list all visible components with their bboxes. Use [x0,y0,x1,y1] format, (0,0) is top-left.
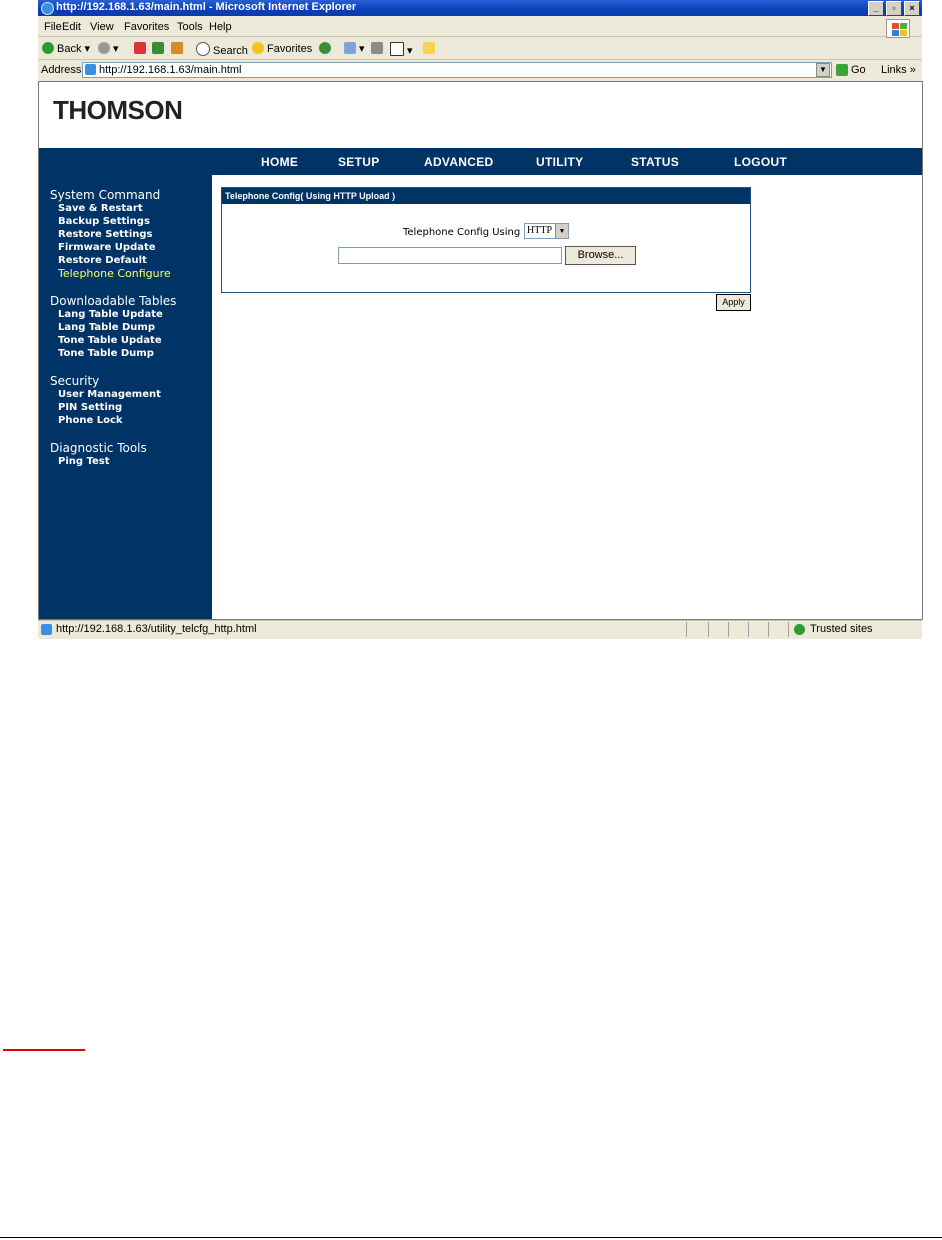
nav-advanced[interactable]: ADVANCED [424,155,494,169]
title-bar[interactable] [38,0,922,16]
minimize-button[interactable]: _ [868,1,884,16]
thomson-logo: THOMSON [53,95,183,125]
forward-arrow-icon [98,42,110,54]
address-bar [38,60,922,80]
links-label: Links [881,64,907,76]
sidebar-section-diagnostic-tools: Diagnostic Tools [50,441,147,455]
ie-logo-icon [41,2,54,15]
stop-button[interactable] [134,42,149,55]
forward-button[interactable]: ▾ [98,42,119,55]
sidebar-item-pin-setting[interactable]: PIN Setting [58,402,123,413]
messenger-button[interactable] [423,42,438,55]
toolbar [38,37,922,60]
sidebar-section-security: Security [50,374,100,388]
search-icon [196,42,210,56]
status-divider [748,622,749,637]
history-icon [319,42,331,54]
menu-view[interactable]: View [90,21,114,33]
menu-edit[interactable]: Edit [62,21,81,33]
sidebar-section-system-command: System Command [50,188,161,202]
panel-title: Telephone Config( Using HTTP Upload ) [222,188,750,204]
sidebar-item-save-restart[interactable]: Save & Restart [58,203,143,214]
apply-button[interactable]: Apply [716,294,751,311]
links-button[interactable]: Links » [881,64,916,76]
home-icon [171,42,183,54]
red-underline [3,1049,85,1051]
search-button[interactable] [196,42,248,57]
home-button[interactable] [171,42,186,55]
browse-button[interactable]: Browse... [565,246,636,265]
checkmark-icon [794,624,805,635]
print-button[interactable] [371,42,386,55]
go-arrow-icon [836,64,848,76]
sidebar-item-restore-settings[interactable]: Restore Settings [58,229,153,240]
print-icon [371,42,383,54]
back-label: Back [57,43,82,55]
nav-utility[interactable]: UTILITY [536,155,584,169]
edit-button[interactable]: ▾ [390,42,413,57]
page-bottom-rule [0,1237,942,1238]
history-button[interactable] [319,42,334,55]
menu-favorites[interactable]: Favorites [124,21,170,33]
chevron-down-icon: ▼ [555,224,568,238]
status-url: http://192.168.1.63/utility_telcfg_http.html [56,623,257,635]
search-label: Search [213,45,248,57]
menu-file[interactable]: File [44,21,62,33]
page-icon [85,64,96,75]
file-path-input[interactable] [338,247,562,264]
sidebar-item-restore-default[interactable]: Restore Default [58,255,147,266]
maximize-button[interactable]: ▫ [886,1,902,16]
sidebar-item-tone-table-dump[interactable]: Tone Table Dump [58,348,154,359]
mail-button[interactable]: ▾ [344,42,365,55]
sidebar-item-tone-table-update[interactable]: Tone Table Update [58,335,162,346]
star-icon [252,42,264,54]
sidebar-item-lang-table-update[interactable]: Lang Table Update [58,309,163,320]
address-input[interactable] [82,62,832,78]
folder-icon [423,42,435,54]
nav-status[interactable]: STATUS [631,155,680,169]
stop-icon [134,42,146,54]
config-protocol-value: HTTP [527,225,552,236]
status-divider [768,622,769,637]
back-arrow-icon [42,42,54,54]
address-url: http://192.168.1.63/main.html [99,64,242,76]
page-viewport [38,81,923,620]
sidebar-item-lang-table-dump[interactable]: Lang Table Dump [58,322,156,333]
top-nav [39,148,922,175]
favorites-label: Favorites [267,43,313,55]
mail-icon [344,42,356,54]
window-title: http://192.168.1.63/main.html - Microsoft Internet Explorer [56,1,357,13]
sidebar-item-ping-test[interactable]: Ping Test [58,456,110,467]
menu-help[interactable]: Help [209,21,232,33]
back-button[interactable]: Back ▾ [42,42,90,55]
status-divider [788,622,789,637]
status-bar [38,620,922,638]
windows-flag-icon [886,19,910,38]
sidebar-section-downloadable-tables: Downloadable Tables [50,294,177,308]
sidebar-item-backup-settings[interactable]: Backup Settings [58,216,150,227]
menu-bar [38,18,922,37]
go-label: Go [851,64,866,76]
security-zone: Trusted sites [810,623,873,635]
browser-window [38,0,922,639]
close-button[interactable]: × [904,1,920,16]
sidebar-item-telephone-configure[interactable]: Telephone Configure [58,267,171,280]
address-dropdown[interactable]: ▼ [816,63,830,77]
edit-icon [390,42,404,56]
nav-setup[interactable]: SETUP [338,155,380,169]
address-label: Address [41,64,82,76]
config-using-label: Telephone Config Using [403,227,521,238]
favorites-button[interactable] [252,42,312,55]
status-divider [686,622,687,637]
status-divider [728,622,729,637]
config-protocol-select[interactable] [524,223,569,239]
page-icon [41,624,52,635]
telephone-config-panel [221,187,751,293]
sidebar-item-phone-lock[interactable]: Phone Lock [58,415,123,426]
sidebar-item-firmware-update[interactable]: Firmware Update [58,242,156,253]
menu-tools[interactable]: Tools [177,21,203,33]
refresh-button[interactable] [152,42,167,55]
nav-logout[interactable]: LOGOUT [734,155,788,169]
sidebar-item-user-management[interactable]: User Management [58,389,161,400]
refresh-icon [152,42,164,54]
sidebar [39,175,212,619]
go-button[interactable] [836,64,866,76]
status-divider [708,622,709,637]
nav-home[interactable]: HOME [261,155,299,169]
